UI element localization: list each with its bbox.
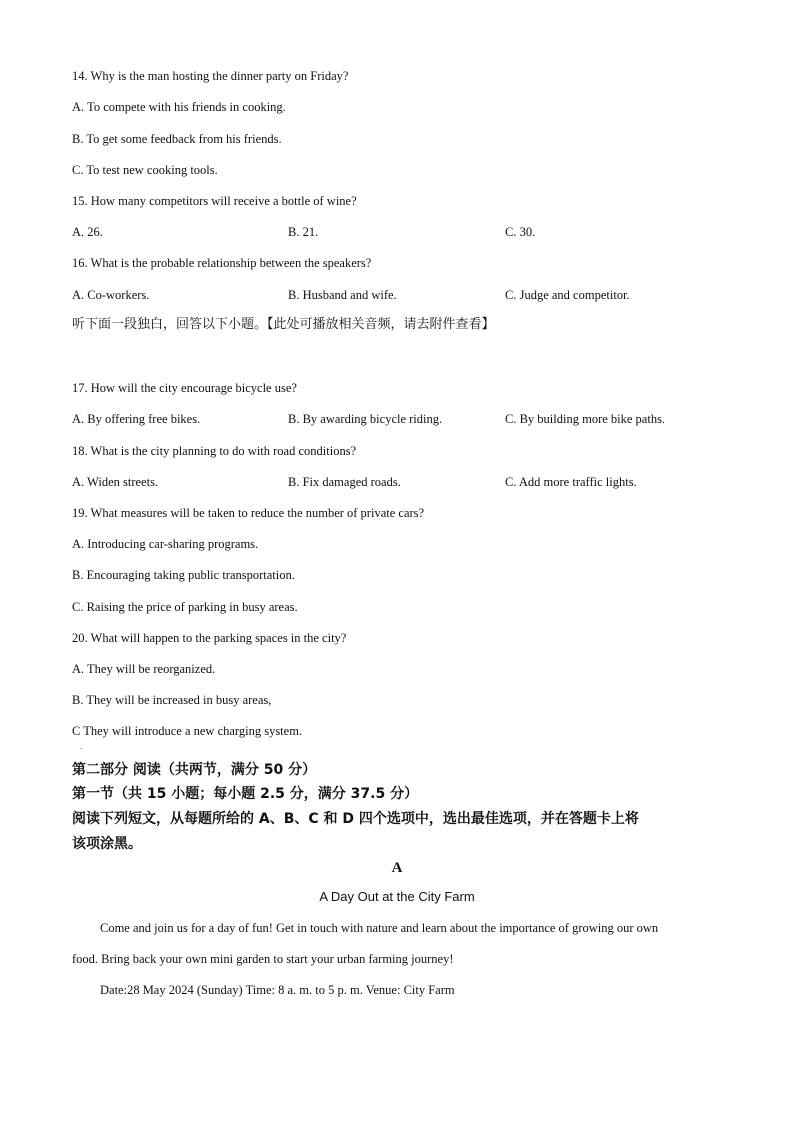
q17-option-b: B. By awarding bicycle riding. — [288, 412, 443, 426]
q15-option-c: C. 30. — [505, 225, 536, 239]
question-15: 15. How many competitors will receive a bottle of wine? — [72, 194, 357, 208]
listening-instruction: 听下面一段独白，回答以下小题。【此处可播放相关音频，请去附件查看】 — [72, 317, 495, 332]
question-16: 16. What is the probable relationship between the speakers? — [72, 256, 372, 270]
passage-para1-line2: food. Bring back your own mini garden to start your urban farming journey! — [72, 952, 454, 966]
q20-option-a: A. They will be reorganized. — [72, 662, 216, 676]
reading-instruction-line1: 阅读下列短文，从每题所给的 A、B、C 和 D 四个选项中，选出最佳选项，并在答题卡上将 — [72, 811, 639, 827]
passage-label: A — [391, 860, 403, 876]
q19-option-c: C. Raising the price of parking in busy areas. — [72, 600, 298, 614]
q20-option-c: C They will introduce a new charging system. — [72, 724, 303, 738]
q16-option-a: A. Co-workers. — [72, 288, 150, 302]
q14-option-c: C. To test new cooking tools. — [72, 163, 218, 177]
q17-option-a: A. By offering free bikes. — [72, 412, 201, 426]
q15-option-a: A. 26. — [72, 225, 103, 239]
question-17: 17. How will the city encourage bicycle use? — [72, 381, 297, 395]
q14-option-b: B. To get some feedback from his friends. — [72, 132, 282, 146]
passage-para1-line1: Come and join us for a day of fun! Get in touch with nature and learn about the importance of growing our own — [100, 921, 659, 935]
q16-option-b: B. Husband and wife. — [288, 288, 397, 302]
question-14: 14. Why is the man hosting the dinner party on Friday? — [72, 69, 349, 83]
q18-option-b: B. Fix damaged roads. — [288, 475, 401, 489]
question-18: 18. What is the city planning to do with road conditions? — [72, 444, 357, 458]
stray-mark: . — [80, 742, 82, 751]
q16-option-c: C. Judge and competitor. — [505, 288, 630, 302]
passage-title: A Day Out at the City Farm — [319, 889, 475, 904]
part2-title: 第二部分 阅读（共两节，满分 50 分） — [72, 762, 317, 778]
question-19: 19. What measures will be taken to reduce the number of private cars? — [72, 506, 425, 520]
q15-option-b: B. 21. — [288, 225, 319, 239]
q18-option-c: C. Add more traffic lights. — [505, 475, 637, 489]
q17-option-c: C. By building more bike paths. — [505, 412, 666, 426]
q19-option-a: A. Introducing car-sharing programs. — [72, 537, 259, 551]
question-20: 20. What will happen to the parking spaces in the city? — [72, 631, 347, 645]
q19-option-b: B. Encouraging taking public transportation. — [72, 568, 295, 582]
q20-option-b: B. They will be increased in busy areas, — [72, 693, 272, 707]
q18-option-a: A. Widen streets. — [72, 475, 159, 489]
section1-heading: 第一节（共 15 小题；每小题 2.5 分，满分 37.5 分） — [72, 786, 419, 802]
passage-para2: Date:28 May 2024 (Sunday) Time: 8 a. m. to 5 p. m. Venue: City Farm — [100, 983, 455, 997]
reading-instruction-line2: 该项涂黑。 — [72, 836, 142, 852]
q14-option-a: A. To compete with his friends in cooking. — [72, 100, 286, 114]
